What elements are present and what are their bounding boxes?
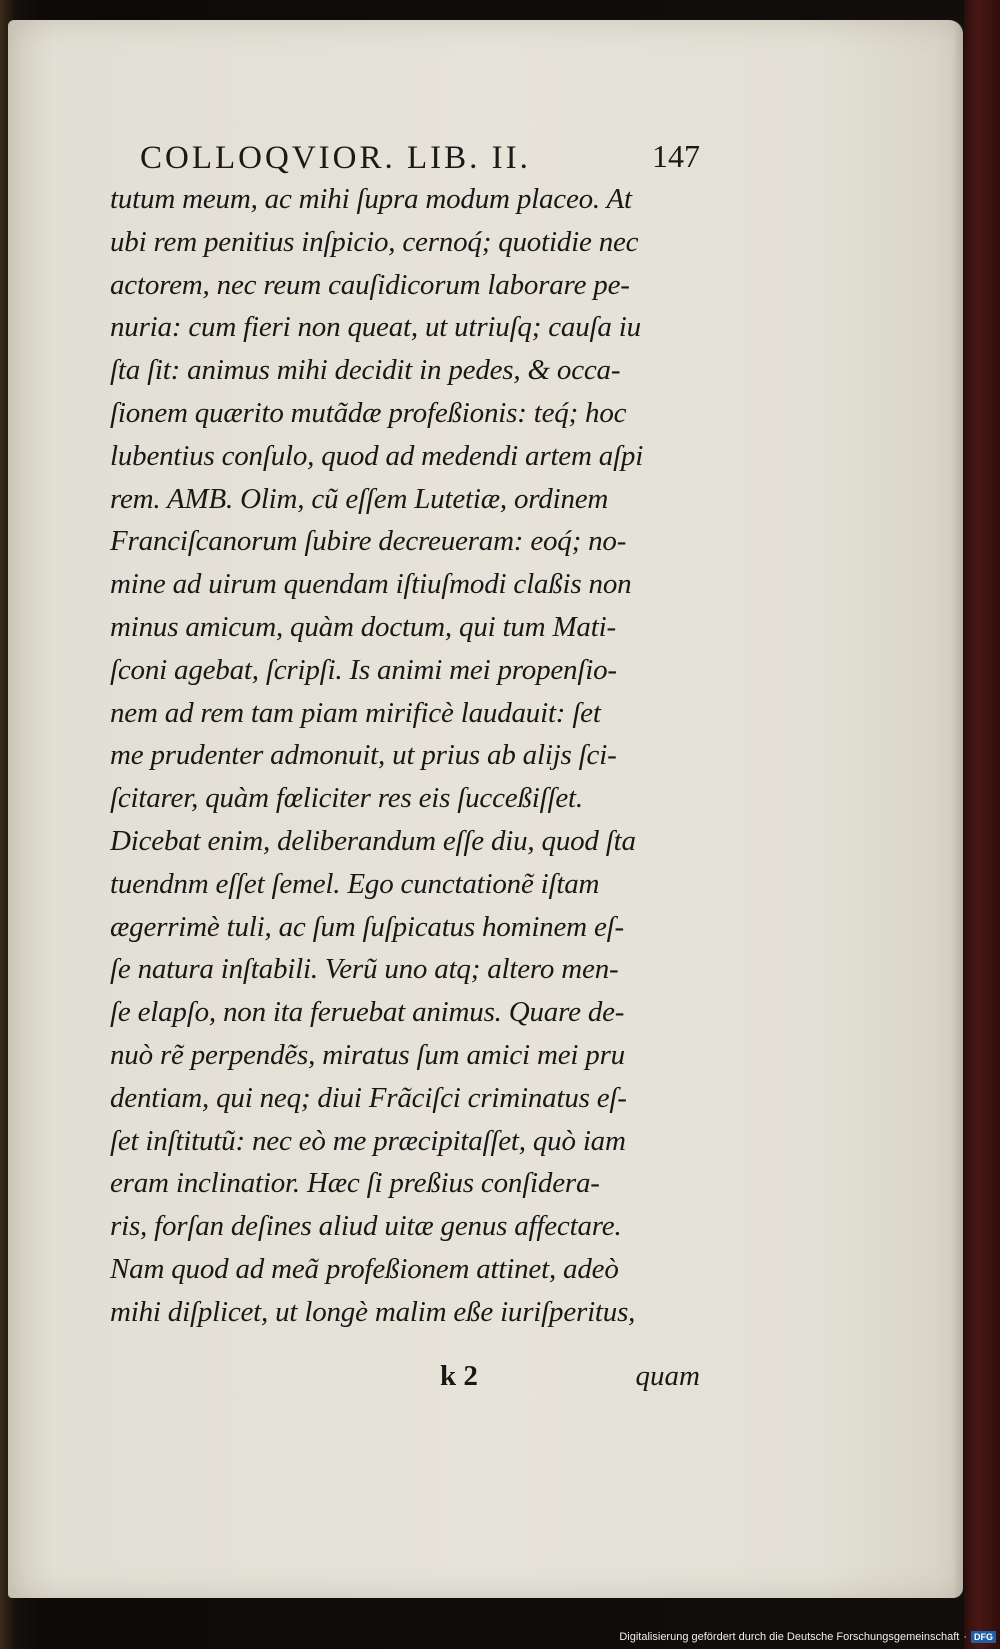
text-line: ſe elapſo, non ita feruebat animus. Quare de- [110, 996, 625, 1029]
text-line: tuendnm eſſet ſemel. Ego cunctationẽ iſtam [110, 867, 600, 900]
page-edge-shadow [953, 20, 963, 1598]
text-line: minus amicum, quàm doctum, qui tum Mati- [110, 610, 616, 643]
text-line: lubentius conſulo, quod ad medendi artem aſpi [110, 439, 644, 472]
page-header [130, 118, 700, 178]
signature-mark: k 2 [440, 1360, 478, 1392]
text-line: ſet inſtitutũ: nec eò me præcipitaſſet, quò iam [110, 1124, 626, 1157]
text-line: dentiam, qui neq; diui Frãciſci criminatus eſ- [110, 1081, 627, 1114]
text-line: ubi rem penitius inſpicio, cernoq́; quotidie nec [110, 225, 639, 258]
page-footer [110, 1360, 700, 1400]
digitization-credit: Digitalisierung gefördert durch die Deutsche Forschungsgemeinschaft [619, 1631, 960, 1643]
body-text [110, 178, 700, 1334]
text-line: rem. AMB. Olim, cũ eſſem Lutetiæ, ordinem [110, 482, 609, 515]
text-line: ægerrimè tuli, ac ſum ſuſpicatus hominem eſ- [110, 910, 624, 943]
text-line: ris, forſan deſines aliud uitæ genus affectare. [110, 1210, 622, 1243]
credit-separator: · [963, 1631, 967, 1643]
text-line: nuria: cum fieri non queat, ut utriuſq; cauſa iu [110, 311, 641, 344]
binding-right-edge [964, 0, 1000, 1649]
text-line: ſe natura inſtabili. Verũ uno atq; altero men- [110, 953, 619, 986]
text-line: ſcitarer, quàm fœliciter res eis ſucceßiſſet. [110, 782, 583, 815]
text-line: nem ad rem tam piam mirificè laudauit: ſet [110, 696, 601, 729]
text-line: me prudenter admonuit, ut prius ab alijs ſci- [110, 739, 617, 772]
text-line: mine ad uirum quendam iſtiuſmodi claßis non [110, 568, 632, 601]
text-line: Dicebat enim, deliberandum eſſe diu, quod ſta [110, 824, 636, 857]
text-line: ſconi agebat, ſcripſi. Is animi mei propenſio- [110, 653, 617, 686]
text-line: eram inclinatior. Hæc ſi preßius conſidera- [110, 1167, 600, 1200]
text-line: tutum meum, ac mihi ſupra modum placeo. At [110, 183, 632, 215]
text-line: actorem, nec reum cauſidicorum laborare pe- [110, 268, 630, 301]
text-line: mihi diſplicet, ut longè malim eße iuriſperitus, [110, 1295, 636, 1328]
running-title: COLLOQVIOR. LIB. II. [140, 140, 531, 176]
text-line: nuò rẽ perpendẽs, miratus ſum amici mei pru [110, 1038, 625, 1071]
page-number: 147 [652, 138, 700, 174]
text-line: ſionem quærito mutãdæ profeßionis: teq́; hoc [110, 396, 627, 429]
text-line: Nam quod ad meã profeßionem attinet, adeò [110, 1252, 619, 1285]
catchword: quam [635, 1360, 700, 1392]
text-line: ſta ſit: animus mihi decidit in pedes, & occa- [110, 354, 621, 387]
digitization-credit-bar [619, 1628, 996, 1646]
dfg-logo-icon: DFG [971, 1631, 996, 1643]
text-line: Franciſcanorum ſubire decreueram: eoq́; no- [110, 525, 627, 558]
